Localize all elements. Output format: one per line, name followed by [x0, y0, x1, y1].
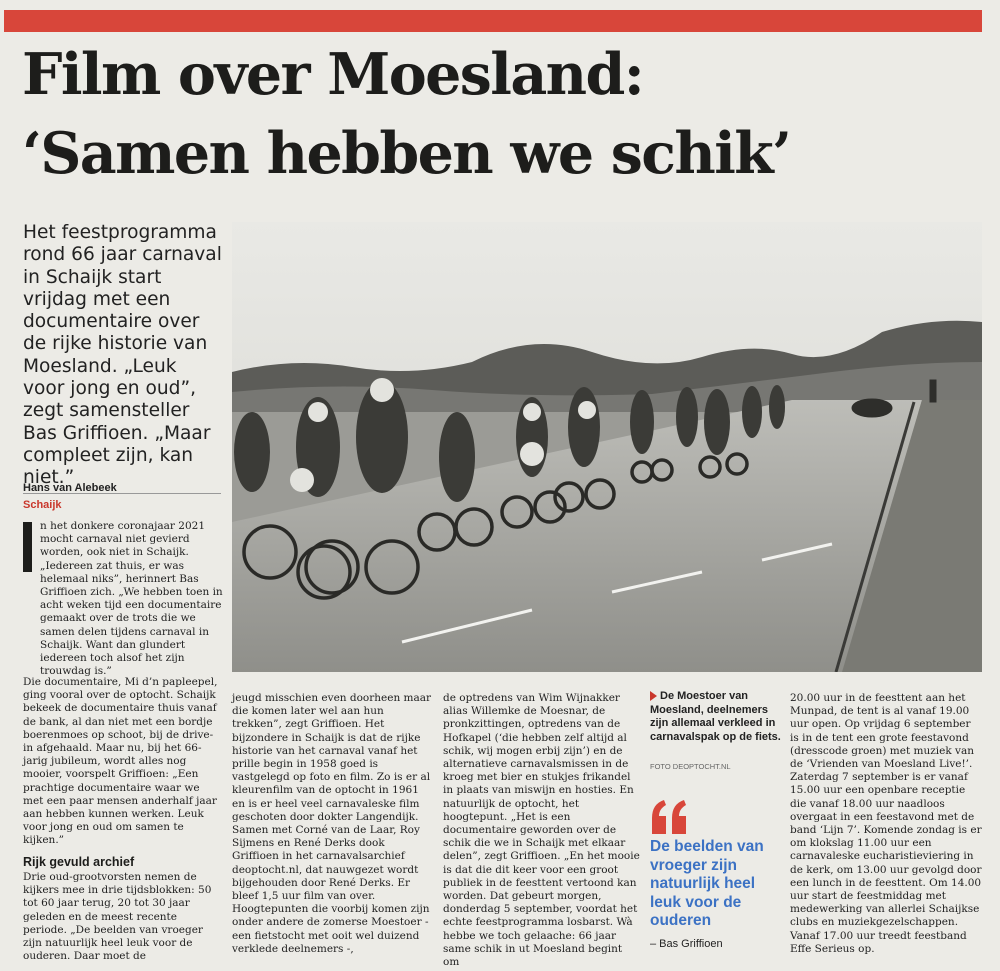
pull-quote-author: – Bas Griffioen — [650, 938, 723, 950]
body-paragraph-2: Die documentaire, Mi d’n papleepel, ging vooral over de optocht. Schaijk bekeek de documentaire thuis vanaf de bank, al dan niet met een bordje boerenmoes op schoot, bij de drive-in afgehaald. Maar nu, bij het 66-jarig jubileum, wordt alles nog mooier, voorspelt Griffioen: „Een prachtige documentaire waar we met een paar mensen anderhalf jaar aan hebben kunnen werken. Leuk voor jong en oud om samen te kijken.” — [23, 676, 218, 847]
headline-line-1: Film over Moesland: — [22, 41, 644, 108]
cyclists-photo — [232, 222, 982, 672]
body-paragraph-3: Drie oud-grootvorsten nemen de kijkers mee in drie tijdsblokken: 50 tot 60 jaar terug, 20 tot 30 jaar geleden en de meest recente periode. „De beelden van vroeger zijn natuurlijk heel leuk voor de ouderen. Daar moet de — [23, 871, 212, 963]
body-column-2: jeugd misschien even doorheen maar die komen later wel aan hun trekken”, zegt Griffioen. Het bijzondere in Schaijk is dat de rijke historie van het carnaval vanaf het prille begin in 1958 goed is vastgelegd op foto en film. Zo is er al kleurenfilm van de optocht in 1961 en is er heel veel carnavaleske film geschoten door dokter Langendijk. Samen met Corné van de Laar, Roy Sijmens en René Derks dook Griffioen in het carnavalsarchief deoptocht.nl, dat nauwgezet wordt bijgehouden door René Derks. Er bleef 1,5 uur film van over. Hoogtepunten die voorbij komen zijn onder andere de zomerse Moestoer - een fietstocht met ooit wel duizend verklede deelnemers -, — [232, 692, 432, 955]
section-subheading: Rijk gevuld archief — [23, 855, 135, 869]
top-red-bar — [4, 10, 982, 32]
photo-illustration — [232, 222, 982, 672]
body-column-3: de optredens van Wim Wijnakker alias Willemke de Moesnar, de pronkzittingen, optredens van de Hofkapel (‘die hebben zelf altijd al schik, wij mogen erbij zijn’) en de alternatieve carnavalsmissen in de kroeg met bier en stukjes frikandel in plaats van miswijn en hosties. En natuurlijk de optocht, het hoogtepunt. „Het is een documentaire geworden over de schik die we in Schaijk met elkaar delen”, zegt Griffioen. „En het mooie is dat die dit keer voor een groot publiek in de feesttent vertoond kan worden. Dat gebeurt morgen, donderdag 5 september, voordat het echte feestprogramma losbarst. Wà hebbe we toch gelaache: 66 jaar same schik in ut Moesland begint om — [443, 692, 640, 969]
photo-credit: FOTO DEOPTOCHT.NL — [650, 762, 731, 771]
headline-line-2: ‘Samen hebben we schik’ — [22, 120, 791, 187]
photo-caption: De Moestoer van Moesland, deelnemers zijn allemaal verkleed in carnavalspak op de fiets. — [650, 690, 781, 743]
drop-cap-initial — [23, 522, 32, 572]
intro-paragraph: Het feestprogramma rond 66 jaar carnaval in Schaijk start vrijdag met een documentaire over de rijke historie van Moesland. „Leuk voor jong en oud”, zegt samensteller Bas Griffioen. „Maar compleet zijn, kan niet.” — [23, 222, 222, 489]
byline-divider — [23, 493, 221, 494]
quote-mark-icon — [650, 800, 690, 834]
body-column-5: 20.00 uur in de feesttent aan het Munpad, de tent is al vanaf 19.00 uur open. Op vrijdag 6 september is in de tent een grote feestavond (dresscode groen) met muziek van de ‘Vrienden van Moesland Live!’. Zaterdag 7 september is er vanaf 15.00 uur een openbare receptie die vanaf 18.00 uur naadloos overgaat in een feestavond met de band ‘Lijn 7’. Komende zondag is er om klokslag 11.00 uur een carnavaleske eucharistieviering in de kerk, om 13.00 uur gevolgd door een lunch in de feesttent. Om 14.00 uur start de feestmiddag met medewerking van allerlei Schaijkse clubs en muziekgezelschappen. Vanaf 17.00 uur treedt feestband Effe Serieus op. — [790, 692, 982, 955]
body-paragraph-1: n het donkere coronajaar 2021 mocht carnaval niet gevierd worden, ook niet in Schaijk. „Iedereen zat thuis, er was helemaal niks”, herinnert Bas Griffioen zich. „We hebben toen in acht weken tijd een documentaire gemaakt over de trots die we samen delen tijdens carnaval in Schaijk. Want dan glundert iedereen toch alsof het zijn trouwdag is.” — [40, 520, 223, 678]
pull-quote: De beelden van vroeger zijn natuurlijk heel leuk voor de ouderen — [650, 838, 764, 930]
location-label: Schaijk — [23, 499, 62, 511]
author-byline: Hans van Alebeek — [23, 482, 117, 494]
